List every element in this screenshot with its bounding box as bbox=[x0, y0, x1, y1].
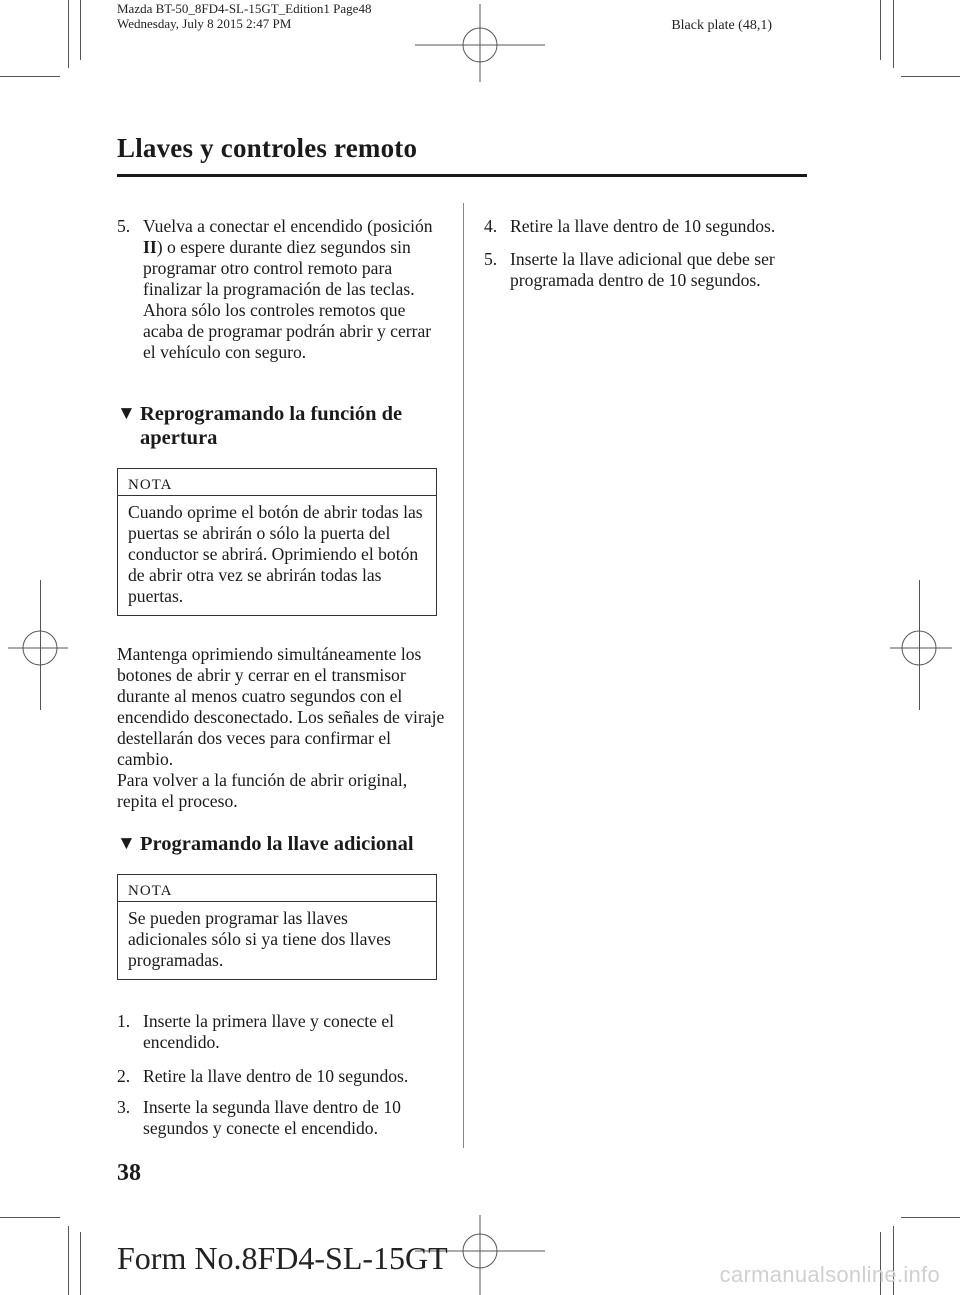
step-number: 5. bbox=[117, 216, 131, 236]
section-title-rule bbox=[117, 174, 807, 177]
bleed-mark-top-right bbox=[880, 0, 881, 60]
step-text bbox=[143, 216, 442, 363]
step-text: Inserte la primera llave y conecte el encendido. bbox=[143, 1011, 395, 1052]
column-divider bbox=[463, 203, 464, 1148]
subsection-heading-reprogram bbox=[117, 402, 437, 450]
crop-mark-top-left-v bbox=[68, 0, 69, 68]
step-number: 2. bbox=[117, 1066, 131, 1086]
step-number: 4. bbox=[484, 216, 498, 236]
registration-target-top-icon bbox=[415, 4, 545, 82]
step-number: 5. bbox=[484, 249, 498, 269]
note-text: Se pueden programar las llaves adicionales sólo si ya tiene dos llaves programadas. bbox=[128, 908, 391, 970]
crop-mark-top-left-h bbox=[0, 76, 60, 77]
step-4-list-item bbox=[484, 216, 814, 237]
section-title: Llaves y controles remoto bbox=[117, 133, 418, 163]
paragraph bbox=[117, 644, 447, 812]
crop-mark-top-right-h bbox=[901, 76, 960, 77]
note-label: NOTA bbox=[118, 875, 436, 902]
note-label: NOTA bbox=[118, 469, 436, 496]
crop-mark-bottom-left-h bbox=[0, 1217, 60, 1218]
form-number: Form No.8FD4-SL-15GT bbox=[117, 1240, 448, 1276]
subsection-heading-additional-key bbox=[117, 832, 437, 856]
registration-target-left-icon bbox=[8, 610, 68, 686]
bleed-mark-top-left bbox=[80, 0, 81, 60]
crop-mark-bottom-left-v bbox=[68, 1226, 69, 1295]
step-number: 1. bbox=[117, 1011, 131, 1031]
step-text: Retire la llave dentro de 10 segundos. bbox=[143, 1066, 409, 1086]
note-box bbox=[117, 468, 437, 616]
bleed-mark-bottom-left bbox=[80, 1232, 81, 1295]
subsection-title: Programando la llave adicional bbox=[140, 833, 414, 855]
registration-target-right-icon bbox=[890, 610, 952, 686]
print-metadata bbox=[117, 1, 371, 31]
crop-mark-top-right-v bbox=[893, 0, 894, 68]
step-text: Inserte la llave adicional que debe ser programada dentro de 10 segundos. bbox=[510, 249, 775, 290]
step-2-list-item bbox=[117, 1066, 437, 1087]
paragraph-text: Mantenga oprimiendo simultáneamente los botones de abrir y cerrar en el transmisor durante al menos cuatro segundos con el encendido desconectado. Los señales de viraje destellarán dos veces para confirmar el cambio. bbox=[117, 644, 445, 769]
step-5-list-item bbox=[117, 216, 442, 363]
step-text-part: ) o espere durante diez segundos sin programar otro control remoto para finalizar la programación de las teclas. Ahora sólo los controles remotos que acaba de programar podrán abrir y cerrar el vehículo con seguro. bbox=[143, 237, 432, 362]
step-1-list-item bbox=[117, 1011, 437, 1053]
note-text: Cuando oprime el botón de abrir todas las puertas se abrirán o sólo la puerta del conductor se abrirá. Oprimiendo el botón de abrir otra vez se abrirán todas las puertas. bbox=[128, 502, 423, 606]
print-job-line: Mazda BT-50_8FD4-SL-15GT_Edition1 Page48 bbox=[117, 1, 372, 16]
step-5-list-item bbox=[484, 249, 814, 291]
crop-mark-bottom-right-h bbox=[901, 1217, 960, 1218]
subsection-title: Reprogramando la función de apertura bbox=[140, 403, 403, 449]
page-number: 38 bbox=[117, 1160, 141, 1186]
note-box bbox=[117, 874, 437, 980]
watermark: carmanualsonline.info bbox=[719, 1262, 940, 1287]
black-plate-label: Black plate (48,1) bbox=[671, 18, 772, 33]
step-3-list-item bbox=[117, 1097, 437, 1139]
ignition-position-label: II bbox=[143, 237, 157, 257]
paragraph-text: Para volver a la función de abrir original, repita el proceso. bbox=[117, 770, 408, 811]
step-text: Retire la llave dentro de 10 segundos. bbox=[510, 216, 776, 236]
step-text-part: Vuelva a conectar el encendido (posición bbox=[143, 216, 433, 236]
step-text: Inserte la segunda llave dentro de 10 segundos y conecte el encendido. bbox=[143, 1097, 401, 1138]
step-number: 3. bbox=[117, 1097, 131, 1117]
black-down-triangle-icon: ▼ bbox=[117, 833, 136, 854]
black-down-triangle-icon: ▼ bbox=[117, 403, 136, 424]
print-date-line: Wednesday, July 8 2015 2:47 PM bbox=[117, 16, 292, 31]
